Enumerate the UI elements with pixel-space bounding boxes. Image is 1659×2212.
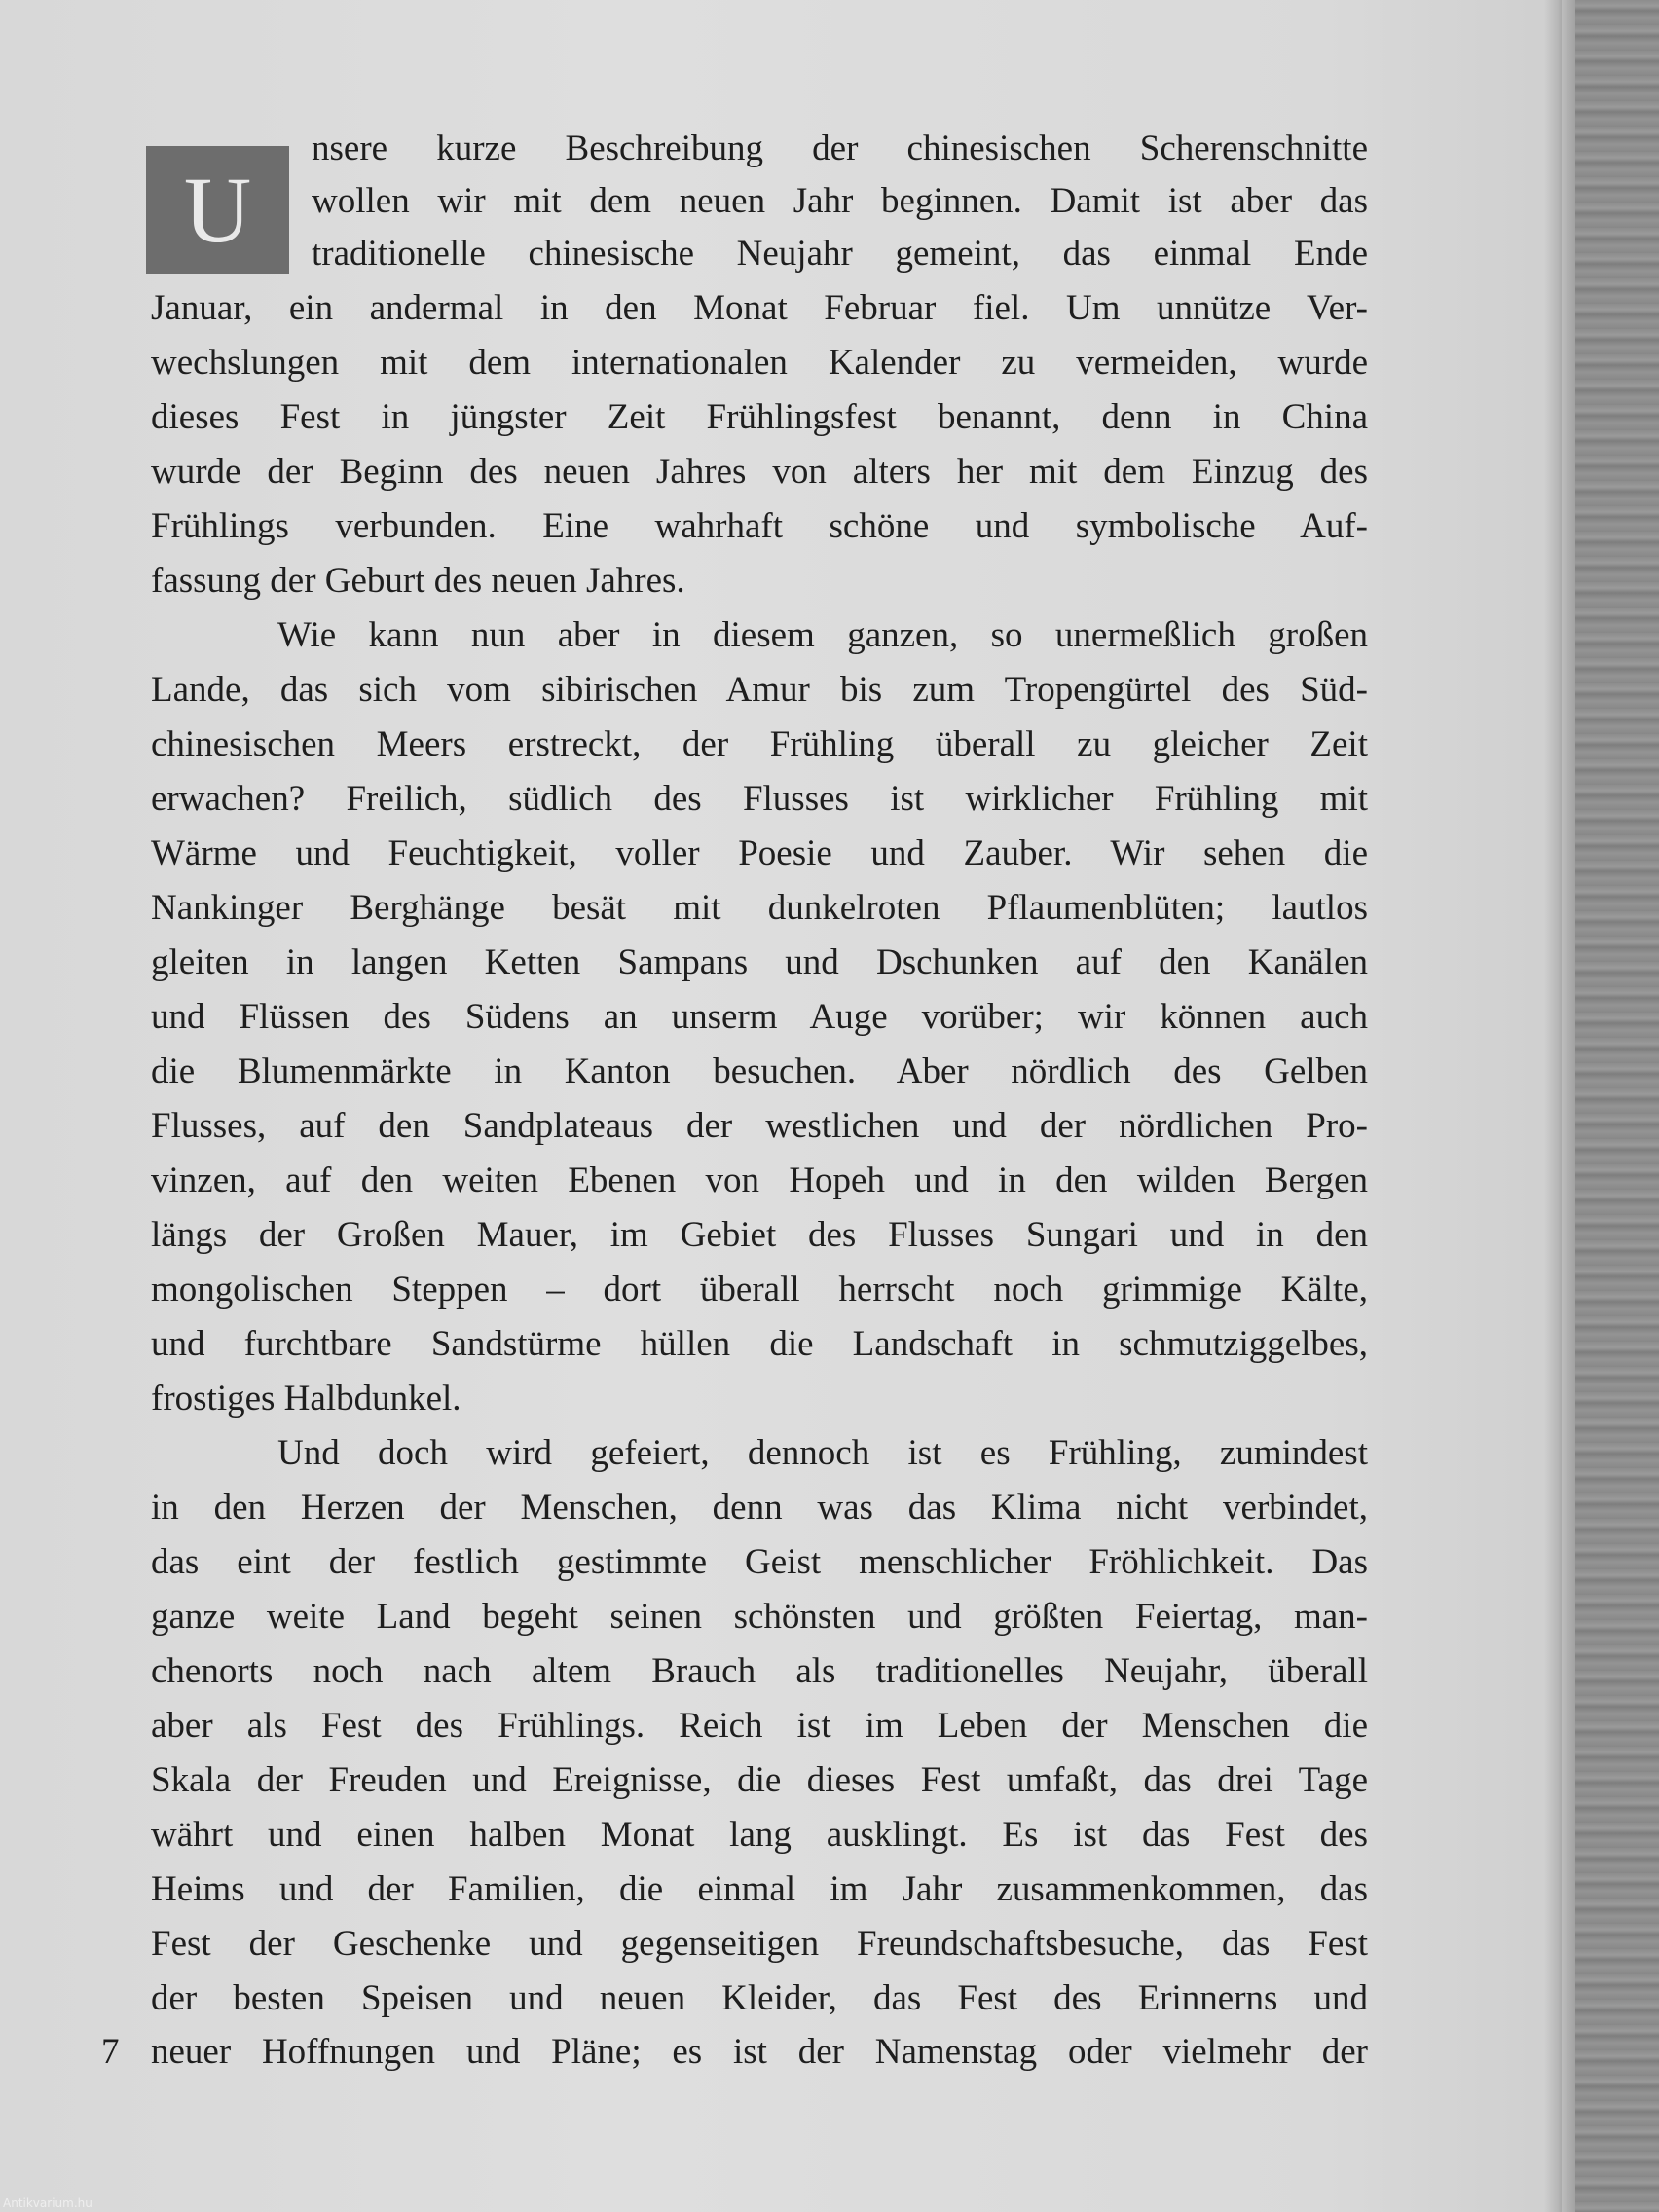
text-line: die Blumenmärkte in Kanton besuchen. Aber nördlich des Gelben: [151, 1051, 1368, 1091]
text-line: dieses Fest in jüngster Zeit Frühlingsfest benannt, denn in China: [151, 397, 1368, 437]
text-line: neuer Hoffnungen und Pläne; es ist der Namenstag oder vielmehr der: [151, 2032, 1368, 2072]
text-line: Heims und der Familien, die einmal im Jahr zusammenkommen, das: [151, 1869, 1368, 1909]
text-line: erwachen? Freilich, südlich des Flusses ist wirklicher Frühling mit: [151, 779, 1368, 819]
background-surface: [1562, 0, 1659, 2212]
text-line: in den Herzen der Menschen, denn was das Klima nicht verbindet,: [151, 1488, 1368, 1528]
text-line: Skala der Freuden und Ereignisse, die dieses Fest umfaßt, das drei Tage: [151, 1760, 1368, 1800]
text-line: vinzen, auf den weiten Ebenen von Hopeh und in den wilden Bergen: [151, 1161, 1368, 1200]
page-number: 7: [101, 2032, 120, 2072]
text-line: wechslungen mit dem internationalen Kalender zu vermeiden, wurde: [151, 343, 1368, 383]
text-line: frostiges Halbdunkel.: [151, 1379, 461, 1419]
text-line: chenorts noch nach altem Brauch als traditionelles Neujahr, überall: [151, 1651, 1368, 1691]
text-line: Lande, das sich vom sibirischen Amur bis zum Tropengürtel des Süd-: [151, 670, 1368, 710]
text-line: fassung der Geburt des neuen Jahres.: [151, 561, 685, 601]
text-line: gleiten in langen Ketten Sampans und Dschunken auf den Kanälen: [151, 942, 1368, 982]
text-line: Frühlings verbunden. Eine wahrhaft schöne und symbolische Auf-: [151, 506, 1368, 546]
text-line: Wie kann nun aber in diesem ganzen, so unermeßlich großen: [277, 615, 1368, 655]
page-stack-edge: [1562, 0, 1575, 2212]
text-line: das eint der festlich gestimmte Geist menschlicher Fröhlichkeit. Das: [151, 1542, 1368, 1582]
text-line: chinesischen Meers erstreckt, der Frühling überall zu gleicher Zeit: [151, 724, 1368, 764]
text-line: wurde der Beginn des neuen Jahres von alters her mit dem Einzug des: [151, 452, 1368, 492]
text-line: und Flüssen des Südens an unserm Auge vorüber; wir können auch: [151, 997, 1368, 1037]
drop-cap: U: [146, 146, 289, 274]
text-line: aber als Fest des Frühlings. Reich ist im Leben der Menschen die: [151, 1706, 1368, 1746]
text-line: Januar, ein andermal in den Monat Februar fiel. Um unnütze Ver-: [151, 288, 1368, 328]
text-line: längs der Großen Mauer, im Gebiet des Flusses Sungari und in den: [151, 1215, 1368, 1255]
text-line: Fest der Geschenke und gegenseitigen Freundschaftsbesuche, das Fest: [151, 1924, 1368, 1964]
text-line: Nankinger Berghänge besät mit dunkelroten Pflaumenblüten; lautlos: [151, 888, 1368, 928]
text-line: traditionelle chinesische Neujahr gemeint, das einmal Ende: [312, 234, 1368, 274]
text-line: wollen wir mit dem neuen Jahr beginnen. Damit ist aber das: [312, 181, 1368, 221]
text-line: mongolischen Steppen – dort überall herrscht noch grimmige Kälte,: [151, 1270, 1368, 1309]
text-line: nsere kurze Beschreibung der chinesischen Scherenschnitte: [312, 129, 1368, 168]
watermark: Antikvarium.hu: [3, 2196, 92, 2210]
text-line: währt und einen halben Monat lang ausklingt. Es ist das Fest des: [151, 1815, 1368, 1855]
text-line: ganze weite Land begeht seinen schönsten und größten Feiertag, man-: [151, 1597, 1368, 1637]
text-line: der besten Speisen und neuen Kleider, das Fest des Erinnerns und: [151, 1978, 1368, 2018]
text-line: Und doch wird gefeiert, dennoch ist es Frühling, zumindest: [277, 1433, 1368, 1473]
text-line: und furchtbare Sandstürme hüllen die Landschaft in schmutziggelbes,: [151, 1324, 1368, 1364]
text-line: Wärme und Feuchtigkeit, voller Poesie und Zauber. Wir sehen die: [151, 833, 1368, 873]
text-line: Flusses, auf den Sandplateaus der westlichen und der nördlichen Pro-: [151, 1106, 1368, 1146]
